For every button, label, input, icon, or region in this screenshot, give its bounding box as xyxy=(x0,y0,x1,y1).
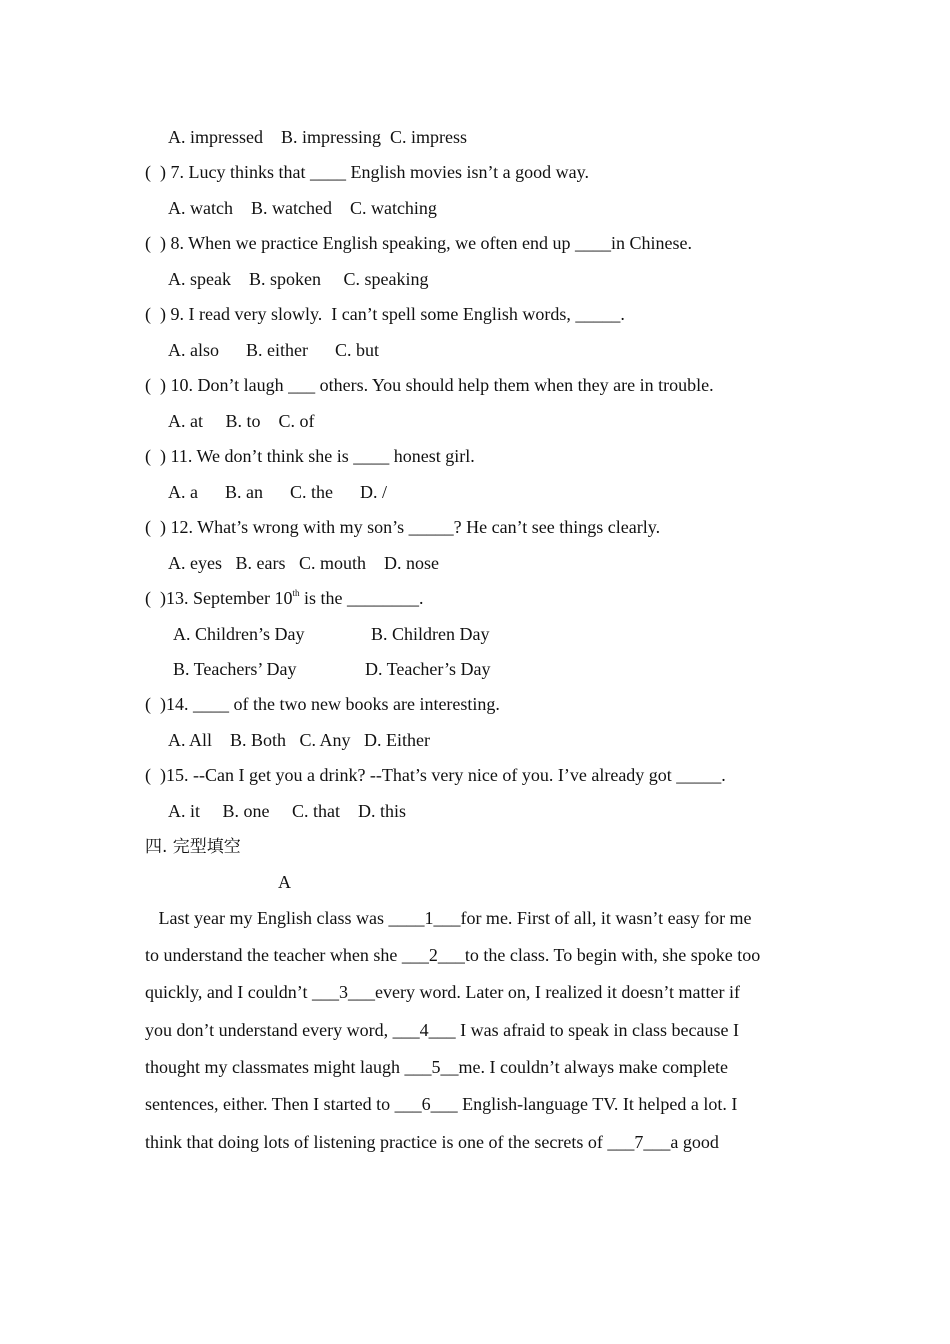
q15-stem: ( )15. --Can I get you a drink? --That’s very nice of you. I’ve already got _____. xyxy=(145,765,726,785)
q13-stem-before: ( )13. September 10 xyxy=(145,588,293,608)
q14-options: A. All B. Both C. Any D. Either xyxy=(168,730,431,750)
q15-options: A. it B. one C. that D. this xyxy=(168,801,406,821)
q11-stem: ( ) 11. We don’t think she is ____ honest girl. xyxy=(145,446,475,466)
q13-superscript: th xyxy=(292,588,300,598)
q8-options: A. speak B. spoken C. speaking xyxy=(168,269,429,289)
passage-line-1: Last year my English class was ____1___for me. First of all, it wasn’t easy for me xyxy=(145,908,752,928)
q12-stem: ( ) 12. What’s wrong with my son’s _____? He can’t see things clearly. xyxy=(145,517,661,537)
q10-stem: ( ) 10. Don’t laugh ___ others. You should help them when they are in trouble. xyxy=(145,375,714,395)
q8-stem: ( ) 8. When we practice English speaking, we often end up ____in Chinese. xyxy=(145,233,693,253)
passage-line-4: you don’t understand every word, ___4___ I was afraid to speak in class because I xyxy=(145,1020,739,1040)
q13-stem xyxy=(145,587,423,609)
q9-stem: ( ) 9. I read very slowly. I can’t spell some English words, _____. xyxy=(145,304,625,324)
section-heading: 四. 完型填空 xyxy=(145,837,241,857)
q10-options: A. at B. to C. of xyxy=(168,411,315,431)
q13-option-b: B. Children Day xyxy=(371,624,490,644)
passage-label: A xyxy=(278,872,291,892)
passage-line-3: quickly, and I couldn’t ___3___every word. Later on, I realized it doesn’t matter if xyxy=(145,982,740,1002)
q12-options: A. eyes B. ears C. mouth D. nose xyxy=(168,553,439,573)
q7-options: A. watch B. watched C. watching xyxy=(168,198,437,218)
passage-line-2: to understand the teacher when she ___2___to the class. To begin with, she spoke too xyxy=(145,945,761,965)
q14-stem: ( )14. ____ of the two new books are interesting. xyxy=(145,694,500,714)
q13-stem-after: is the ________. xyxy=(299,588,424,608)
q6-options: A. impressed B. impressing C. impress xyxy=(168,127,467,147)
passage-line-5: thought my classmates might laugh ___5__me. I couldn’t always make complete xyxy=(145,1057,729,1077)
q13-option-c: B. Teachers’ Day xyxy=(173,659,297,679)
q13-option-d: D. Teacher’s Day xyxy=(365,659,491,679)
passage-line-6: sentences, either. Then I started to ___6___ English-language TV. It helped a lot. I xyxy=(145,1094,738,1114)
q11-options: A. a B. an C. the D. / xyxy=(168,482,387,502)
passage-line-7: think that doing lots of listening practice is one of the secrets of ___7___a good xyxy=(145,1132,719,1152)
q13-option-a: A. Children’s Day xyxy=(173,624,305,644)
q7-stem: ( ) 7. Lucy thinks that ____ English movies isn’t a good way. xyxy=(145,162,589,182)
q9-options: A. also B. either C. but xyxy=(168,340,379,360)
